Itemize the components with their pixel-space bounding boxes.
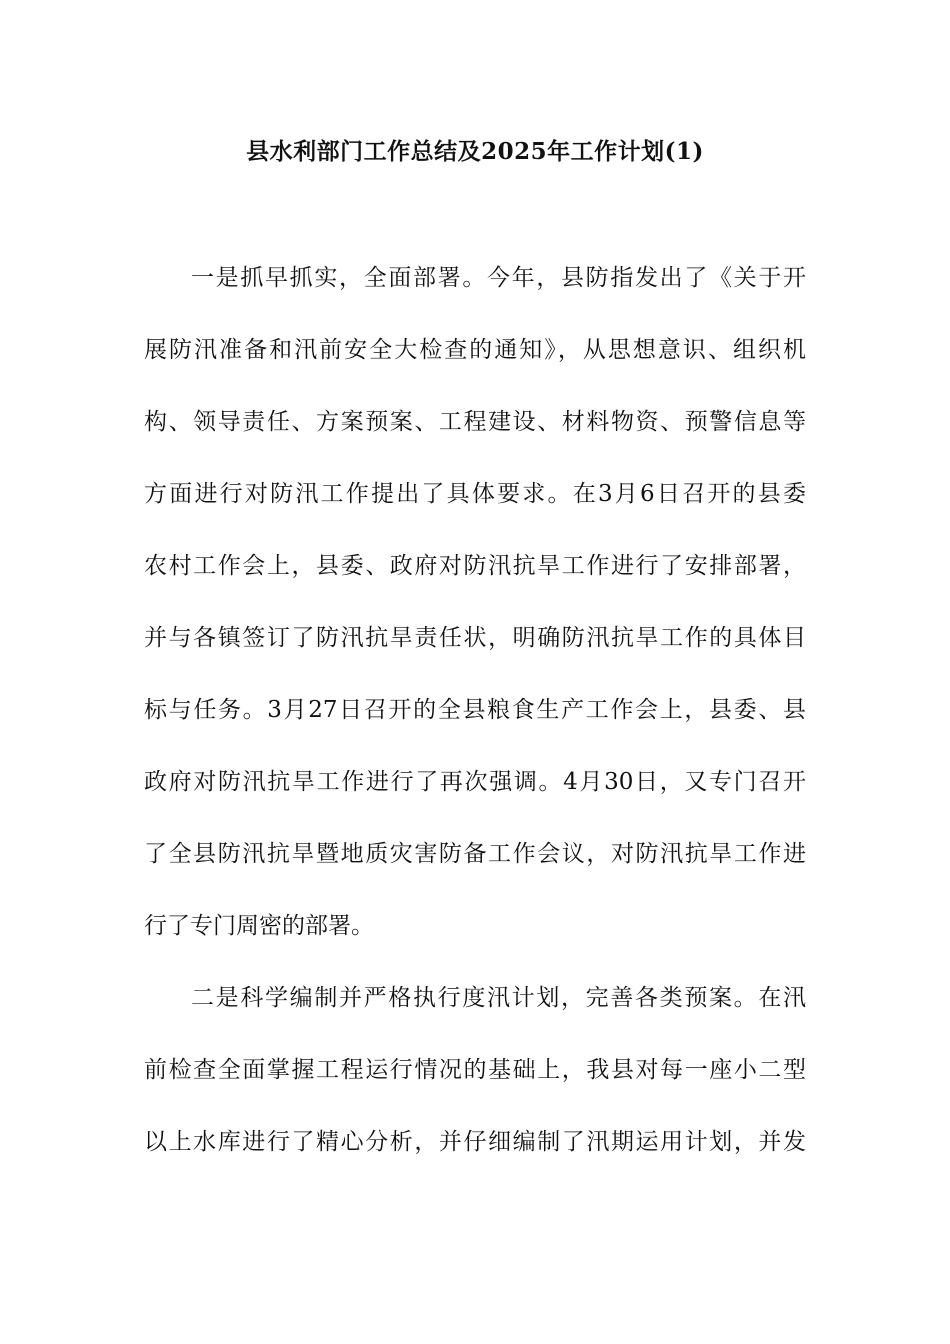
body-line: 并与各镇签订了防汛抗旱责任状，明确防汛抗旱工作的具体目 xyxy=(144,625,806,651)
body-line: 了全县防汛抗旱暨地质灾害防备工作会议，对防汛抗旱工作进 xyxy=(144,841,806,867)
body-line: 前检查全面掌握工程运行情况的基础上，我县对每一座小二型 xyxy=(144,1057,806,1083)
body-line: 行了专门周密的部署。 xyxy=(144,913,374,939)
document-body xyxy=(144,258,806,1194)
body-line: 以上水库进行了精心分析，并仔细编制了汛期运用计划，并发 xyxy=(144,1129,806,1155)
body-line: 农村工作会上，县委、政府对防汛抗旱工作进行了安排部署， xyxy=(144,553,806,579)
body-line: 一是抓早抓实，全面部署。今年，县防指发出了《关于开 xyxy=(191,265,806,291)
body-line: 构、领导责任、方案预案、工程建设、材料物资、预警信息等 xyxy=(144,409,806,435)
body-line: 标与任务。3月27日召开的全县粮食生产工作会上，县委、县 xyxy=(144,697,806,723)
document-title: 县水利部门工作总结及2025年工作计划(1) xyxy=(246,138,704,165)
body-line: 政府对防汛抗旱工作进行了再次强调。4月30日，又专门召开 xyxy=(144,769,806,795)
body-line: 方面进行对防汛工作提出了具体要求。在3月6日召开的县委 xyxy=(144,481,806,507)
body-line: 展防汛准备和汛前安全大检查的通知》，从思想意识、组织机 xyxy=(144,337,806,363)
body-line: 二是科学编制并严格执行度汛计划，完善各类预案。在汛 xyxy=(191,985,806,1011)
